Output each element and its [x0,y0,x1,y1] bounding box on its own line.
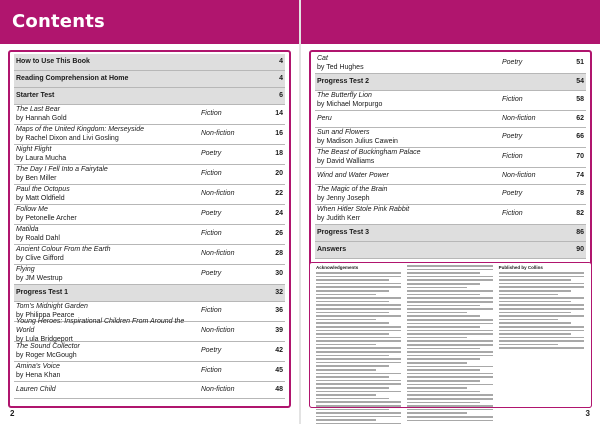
contents-row [315,111,586,128]
entry-title-block [315,186,502,204]
entry-author: by JM Westrup [16,274,63,282]
fine-print-line [316,276,401,278]
fine-print-line [407,402,480,404]
contents-row [14,318,285,343]
entry-genre: Fiction [201,307,222,315]
fine-print-line [407,412,467,414]
fine-print-line [316,416,401,418]
entry-title: How to Use This Book [16,57,90,65]
entry-author: by Jenny Joseph [317,194,370,202]
entry-author: by Ted Hughes [317,63,364,71]
fine-print-line [316,322,389,324]
entry-title-block [315,172,502,181]
fine-print-line [407,409,492,411]
acknowledgements-heading: Acknowledgements [316,265,359,270]
fine-print-line [316,405,401,407]
entry-title-block [14,92,201,101]
entry-title: Paul the Octopus [16,185,70,193]
fine-print-line [407,351,492,353]
entry-page-number: 14 [275,110,283,118]
entry-genre: Poetry [201,270,222,278]
entry-page-number: 82 [576,210,584,218]
fine-print-line [316,301,389,303]
fine-print [316,265,584,424]
entry-title-block [315,206,502,224]
fine-print-box [309,262,592,408]
fine-print-line [499,337,584,339]
fine-print-line [316,308,401,310]
entry-title-block [315,55,502,73]
entry-title: Answers [317,245,347,253]
entry-title: The Last Bear [16,105,60,113]
fine-print-line [499,283,584,285]
entry-page-number: 28 [275,250,283,258]
fine-print-line [316,398,389,400]
entry-page-number: 58 [576,96,584,104]
fine-print-line [407,369,480,371]
contents-row [315,91,586,111]
fine-print-line [407,376,492,378]
entry-title: The Day I Fell Into a Fairytale [16,165,108,173]
fine-print-line [499,312,572,314]
fine-print-line [499,322,572,324]
entry-genre: Non-fiction [201,385,235,393]
entry-title: Flying [16,265,35,273]
contents-row [14,342,285,362]
entry-genre: Non-fiction [201,327,235,335]
entry-page-number: 70 [576,153,584,161]
entry-title-block [315,246,502,255]
entry-title-block [14,186,201,204]
entry-title-block [14,126,201,144]
fine-print-line [407,269,492,271]
fine-print-line [407,301,492,303]
fine-print-line [316,286,401,288]
fine-print-line [407,344,492,346]
right-page [301,0,600,424]
entry-author: by Hena Khan [16,371,61,379]
entry-page-number: 90 [576,245,584,253]
fine-print-line [499,319,559,321]
section-row [315,242,586,259]
contents-row [14,265,285,285]
entry-genre: Fiction [201,110,222,118]
contents-row [315,185,586,205]
fine-print-line [407,287,467,289]
fine-print-line [407,416,492,418]
fine-print-line [407,319,492,321]
entry-title: Night Flight [16,145,52,153]
page-number-right: 3 [585,409,590,418]
fine-print-line [316,297,401,299]
entry-title: Follow Me [16,205,48,213]
fine-print-line [499,326,584,328]
entry-genre: Fiction [201,230,222,238]
fine-print-line [407,420,492,422]
section-row [14,54,285,71]
publisher-heading: Published by Collins [498,265,543,270]
contents-row [315,168,586,185]
entry-title-block [14,58,201,67]
entry-title: Progress Test 1 [16,288,69,296]
fine-print-line [316,355,389,357]
entry-page-number: 39 [275,327,283,335]
entry-title: The Beast of Buckingham Palace [317,148,421,156]
fine-print-line [407,362,467,364]
fine-print-line [499,330,584,332]
entry-page-number: 54 [576,77,584,85]
entry-author: by Madison Julius Cawein [317,137,398,145]
entry-title: Maps of the United Kingdom: Merseyside [16,125,145,133]
fine-print-line [499,315,584,317]
section-row [14,71,285,88]
fine-print-line [316,344,376,346]
fine-print-line [316,272,401,274]
fine-print-line [316,304,401,306]
fine-print-line [316,294,376,296]
entry-author: by David Walliams [317,157,375,165]
entry-page-number: 86 [576,228,584,236]
entry-title: Progress Test 2 [317,77,370,85]
entry-author: by Matt Oldfield [16,194,65,202]
entry-title-block [315,149,502,167]
entry-title-block [14,246,201,264]
fine-print-line [316,362,401,364]
contents-header [0,0,299,44]
fine-print-line [316,401,401,403]
section-row [315,225,586,242]
contents-list-left [14,54,285,399]
fine-print-line [316,326,401,328]
entry-title: Progress Test 3 [317,228,370,236]
fine-print-line [407,305,480,307]
fine-print-line [316,279,389,281]
entry-author: by Judith Kerr [317,214,361,222]
fine-print-line [499,344,559,346]
entry-title-block [14,318,201,344]
fine-print-line [407,330,492,332]
fine-print-col-1 [316,265,401,424]
entry-title: The Butterfly Lion [317,91,372,99]
entry-genre: Poetry [502,59,523,67]
fine-print-line [316,380,401,382]
fine-print-line [407,279,492,281]
entry-title: When Hitler Stole Pink Rabbit [317,205,410,213]
fine-print-line [407,384,492,386]
entry-title-block [14,226,201,244]
fine-print-line [316,333,389,335]
contents-row [14,205,285,225]
entry-author: by Petonelle Archer [16,214,77,222]
contents-row [14,382,285,399]
entry-page-number: 30 [275,270,283,278]
entry-author: by Philippa Pearce [16,311,75,319]
fine-print-line [499,301,572,303]
entry-page-number: 78 [576,190,584,198]
contents-row [315,54,586,74]
contents-row [14,362,285,382]
entry-page-number: 20 [275,170,283,178]
fine-print-line [316,376,389,378]
entry-title: Peru [317,114,332,122]
fine-print-line [316,283,401,285]
fine-print-line [499,297,584,299]
entry-genre: Non-fiction [201,130,235,138]
entry-page-number: 36 [275,307,283,315]
entry-title-block [14,75,201,84]
fine-print-line [499,333,572,335]
fine-print-line [499,276,584,278]
entry-page-number: 42 [275,347,283,355]
entry-page-number: 4 [279,74,283,82]
contents-row [14,145,285,165]
entry-title: Young Heroes: Inspirational Children From Around the World [16,318,185,335]
fine-print-line [407,405,492,407]
fine-print-line [316,365,389,367]
fine-print-line [407,387,467,389]
fine-print-line [316,358,401,360]
page-title: Contents [12,11,105,32]
entry-genre: Non-fiction [201,190,235,198]
entry-title-block [315,78,502,87]
fine-print-line [407,391,480,393]
entry-genre: Non-fiction [502,171,536,179]
entry-title: The Sound Collector [16,342,80,350]
fine-print-line [407,398,492,400]
entry-author: by Roald Dahl [16,234,60,242]
entry-author: by Rachel Dixon and Livi Gosling [16,134,119,142]
entry-title-block [14,106,201,124]
entry-title-block [14,289,201,298]
entry-title-block [315,129,502,147]
fine-print-line [407,290,492,292]
entry-title-block [14,206,201,224]
fine-print-line [316,340,401,342]
fine-print-line [407,283,480,285]
entry-title-block [14,343,201,361]
contents-row [14,225,285,245]
entry-title-block [315,115,502,124]
entry-genre: Non-fiction [201,250,235,258]
fine-print-line [499,294,559,296]
entry-page-number: 74 [576,171,584,179]
section-row [14,285,285,302]
entry-title: Matilda [16,225,39,233]
contents-row [14,125,285,145]
fine-print-line [407,380,480,382]
entry-title: The Magic of the Brain [317,185,388,193]
fine-print-line [316,391,401,393]
entry-title-block [14,266,201,284]
entry-page-number: 24 [275,210,283,218]
contents-row [315,128,586,148]
entry-genre: Poetry [201,150,222,158]
fine-print-line [407,265,492,267]
fine-print-line [316,387,389,389]
fine-print-line [499,308,584,310]
entry-page-number: 22 [275,190,283,198]
fine-print-line [316,412,401,414]
fine-print-line [316,373,401,375]
entry-page-number: 18 [275,150,283,158]
fine-print-line [316,312,389,314]
entry-title: Wind and Water Power [317,171,389,179]
contents-row [14,185,285,205]
entry-page-number: 6 [279,91,283,99]
entry-genre: Poetry [201,210,222,218]
entry-genre: Fiction [201,170,222,178]
fine-print-line [407,272,480,274]
entry-page-number: 16 [275,130,283,138]
entry-page-number: 66 [576,133,584,141]
entry-genre: Fiction [502,210,523,218]
entry-title: Tom's Midnight Garden [16,302,88,310]
fine-print-line [499,347,584,349]
fine-print-line [407,337,467,339]
entry-title: Reading Comprehension at Home [16,74,129,82]
fine-print-line [499,290,572,292]
entry-page-number: 26 [275,230,283,238]
fine-print-col-2 [407,265,492,424]
fine-print-line [407,323,492,325]
entry-page-number: 45 [275,367,283,375]
fine-print-line [407,355,492,357]
fine-print-line [316,290,389,292]
entry-genre: Poetry [201,347,222,355]
fine-print-line [407,358,480,360]
entry-page-number: 4 [279,57,283,65]
fine-print-line [316,319,376,321]
entry-title: Lauren Child [16,385,56,393]
fine-print-line [407,373,492,375]
entry-genre: Poetry [502,190,523,198]
fine-print-line [407,297,492,299]
entry-author: by Michael Morpurgo [317,100,383,108]
right-header-band [301,0,600,44]
contents-row [14,165,285,185]
page-number-left: 2 [10,409,15,418]
entry-title-block [14,146,201,164]
contents-row [14,245,285,265]
fine-print-line [499,272,584,274]
contents-panel-left [8,50,291,408]
entry-title-block [315,92,502,110]
entry-title-block [315,229,502,238]
fine-print-line [316,330,401,332]
fine-print-line [316,347,401,349]
contents-row [315,205,586,225]
fine-print-line [316,394,376,396]
entry-author: by Clive Gifford [16,254,64,262]
entry-page-number: 62 [576,114,584,122]
fine-print-line [316,351,401,353]
fine-print-line [407,366,492,368]
entry-author: by Roger McGough [16,351,77,359]
section-row [14,88,285,105]
fine-print-line [407,276,492,278]
fine-print-line [499,279,572,281]
fine-print-line [499,340,584,342]
entry-page-number: 32 [275,288,283,296]
fine-print-line [407,326,480,328]
entry-genre: Non-fiction [502,114,536,122]
entry-title: Starter Test [16,91,55,99]
fine-print-line [499,286,584,288]
entry-page-number: 48 [275,385,283,393]
entry-genre: Fiction [201,367,222,375]
entry-author: by Ben Miller [16,174,57,182]
entry-title: Cat [317,54,328,62]
entry-title-block [14,166,201,184]
fine-print-line [316,315,401,317]
entry-genre: Poetry [502,133,523,141]
fine-print-line [407,348,480,350]
entry-title-block [14,386,201,395]
fine-print-line [316,409,389,411]
fine-print-line [407,315,480,317]
entry-author: by Lula Bridgeport [16,335,73,343]
entry-author: by Laura Mucha [16,154,67,162]
fine-print-line [316,419,376,421]
entry-author: by Hannah Gold [16,114,67,122]
entry-title: Amina's Voice [16,362,60,370]
fine-print-line [316,383,401,385]
fine-print-line [316,337,401,339]
fine-print-line [407,333,492,335]
entry-genre: Fiction [502,153,523,161]
fine-print-line [407,294,480,296]
section-row [315,74,586,91]
contents-row [14,105,285,125]
fine-print-line [407,312,467,314]
entry-genre: Fiction [502,96,523,104]
fine-print-line [407,394,492,396]
fine-print-line [316,369,376,371]
entry-title-block [14,363,201,381]
entry-title: Ancient Colour From the Earth [16,245,111,253]
contents-list-right [315,54,586,259]
left-page [0,0,299,424]
fine-print-line [499,304,584,306]
contents-row [315,148,586,168]
entry-title: Sun and Flowers [317,128,370,136]
fine-print-col-3 [499,265,584,424]
fine-print-line [407,340,492,342]
entry-page-number: 51 [576,59,584,67]
fine-print-line [407,308,492,310]
